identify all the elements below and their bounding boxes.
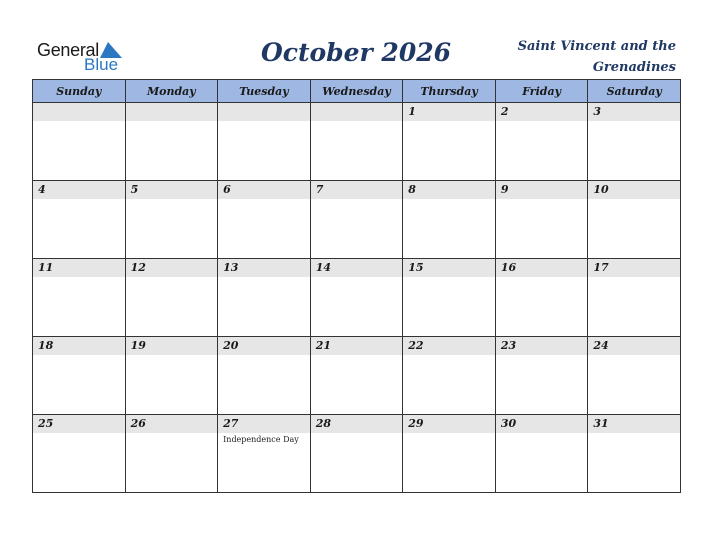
day-number-strip xyxy=(403,337,495,355)
page-title: October 2026 xyxy=(260,38,452,67)
day-cell-16 xyxy=(495,259,588,337)
day-number-strip xyxy=(588,337,680,355)
day-number: 29 xyxy=(408,417,424,430)
day-number: 13 xyxy=(223,261,239,274)
day-number-strip xyxy=(588,259,680,277)
day-cell-12 xyxy=(125,259,218,337)
day-cell-11 xyxy=(33,259,126,337)
week-row xyxy=(33,103,681,181)
day-cell-14 xyxy=(310,259,403,337)
logo-general-text: General xyxy=(37,40,99,60)
empty-day-cell xyxy=(218,103,311,181)
day-number: 19 xyxy=(130,339,146,352)
day-cell-10 xyxy=(588,181,681,259)
day-cell-24 xyxy=(588,337,681,415)
empty-day-cell xyxy=(125,103,218,181)
day-number-strip xyxy=(218,181,310,199)
day-cell-4 xyxy=(33,181,126,259)
day-number: 7 xyxy=(315,183,324,196)
day-cell-31 xyxy=(588,415,681,493)
day-cell-26 xyxy=(125,415,218,493)
day-cell-22 xyxy=(403,337,496,415)
weekday-header-saturday: Saturday xyxy=(588,80,681,103)
day-cell-30 xyxy=(495,415,588,493)
day-number: 24 xyxy=(593,339,609,352)
week-row xyxy=(33,415,681,493)
day-number-strip xyxy=(311,181,403,199)
day-cell-21 xyxy=(310,337,403,415)
day-number-strip xyxy=(218,103,310,121)
day-number: 6 xyxy=(223,183,231,196)
day-cell-28 xyxy=(310,415,403,493)
day-number: 14 xyxy=(315,261,331,274)
calendar-grid xyxy=(32,79,681,493)
weekday-header-thursday: Thursday xyxy=(403,80,496,103)
day-number-strip xyxy=(126,259,218,277)
day-number-strip xyxy=(496,259,588,277)
day-cell-9 xyxy=(495,181,588,259)
day-number-strip xyxy=(403,103,495,121)
day-cell-3 xyxy=(588,103,681,181)
day-cell-13 xyxy=(218,259,311,337)
day-cell-23 xyxy=(495,337,588,415)
day-cell-7 xyxy=(310,181,403,259)
day-cell-29 xyxy=(403,415,496,493)
week-row xyxy=(33,181,681,259)
day-number-strip xyxy=(311,337,403,355)
day-number-strip xyxy=(218,259,310,277)
weekday-header-sunday: Sunday xyxy=(33,80,126,103)
day-number-strip xyxy=(33,259,125,277)
holiday-label: Independence Day xyxy=(223,435,299,444)
day-number: 18 xyxy=(38,339,54,352)
day-cell-1 xyxy=(403,103,496,181)
day-number: 27 xyxy=(223,417,239,430)
day-number-strip xyxy=(496,415,588,433)
day-number-strip xyxy=(588,181,680,199)
day-number-strip xyxy=(588,415,680,433)
day-cell-27 xyxy=(218,415,311,493)
day-number: 21 xyxy=(315,339,331,352)
day-number: 2 xyxy=(500,105,509,118)
week-row xyxy=(33,337,681,415)
day-number-strip xyxy=(311,415,403,433)
day-number-strip xyxy=(126,415,218,433)
day-number: 5 xyxy=(130,183,139,196)
empty-day-cell xyxy=(310,103,403,181)
day-cell-8 xyxy=(403,181,496,259)
weekday-header-row xyxy=(33,80,681,103)
day-number: 8 xyxy=(408,183,416,196)
day-number-strip xyxy=(496,181,588,199)
day-number-strip xyxy=(218,337,310,355)
day-cell-17 xyxy=(588,259,681,337)
day-number: 11 xyxy=(38,261,54,274)
day-number: 1 xyxy=(408,105,416,118)
day-number-strip xyxy=(403,259,495,277)
weekday-header-friday: Friday xyxy=(495,80,588,103)
day-number: 31 xyxy=(593,417,609,430)
day-number: 26 xyxy=(130,417,146,430)
day-number-strip xyxy=(218,415,310,433)
day-number: 16 xyxy=(500,261,517,274)
empty-day-cell xyxy=(33,103,126,181)
day-cell-15 xyxy=(403,259,496,337)
day-number-strip xyxy=(126,337,218,355)
day-cell-5 xyxy=(125,181,218,259)
weekday-header-monday: Monday xyxy=(125,80,218,103)
day-cell-2 xyxy=(495,103,588,181)
day-number-strip xyxy=(403,181,495,199)
day-number: 15 xyxy=(408,261,424,274)
day-cell-25 xyxy=(33,415,126,493)
day-number-strip xyxy=(126,181,218,199)
day-number-strip xyxy=(126,103,218,121)
day-cell-18 xyxy=(33,337,126,415)
day-number: 22 xyxy=(408,339,424,352)
day-cell-20 xyxy=(218,337,311,415)
day-number-strip xyxy=(496,103,588,121)
generalblue-logo xyxy=(37,40,137,74)
day-number-strip xyxy=(403,415,495,433)
day-number: 17 xyxy=(593,261,609,274)
day-number: 3 xyxy=(593,105,602,118)
day-number-strip xyxy=(496,337,588,355)
country-name: Saint Vincent and the Grenadines xyxy=(517,39,676,75)
weekday-header-wednesday: Wednesday xyxy=(310,80,403,103)
day-number: 12 xyxy=(130,261,146,274)
day-number: 23 xyxy=(500,339,517,352)
day-number-strip xyxy=(311,259,403,277)
day-cell-6 xyxy=(218,181,311,259)
day-number: 28 xyxy=(315,417,331,430)
day-cell-19 xyxy=(125,337,218,415)
week-row xyxy=(33,259,681,337)
day-number-strip xyxy=(588,103,680,121)
day-number-strip xyxy=(33,337,125,355)
day-number-strip xyxy=(33,181,125,199)
logo-blue-text: Blue xyxy=(84,55,119,74)
day-number: 9 xyxy=(500,183,509,196)
day-number: 4 xyxy=(38,183,46,196)
day-number-strip xyxy=(33,415,125,433)
day-number: 20 xyxy=(223,339,239,352)
weekday-header-tuesday: Tuesday xyxy=(218,80,311,103)
day-number-strip xyxy=(33,103,125,121)
day-number-strip xyxy=(311,103,403,121)
day-number: 10 xyxy=(593,183,609,196)
day-number: 30 xyxy=(500,417,517,430)
day-number: 25 xyxy=(38,417,54,430)
